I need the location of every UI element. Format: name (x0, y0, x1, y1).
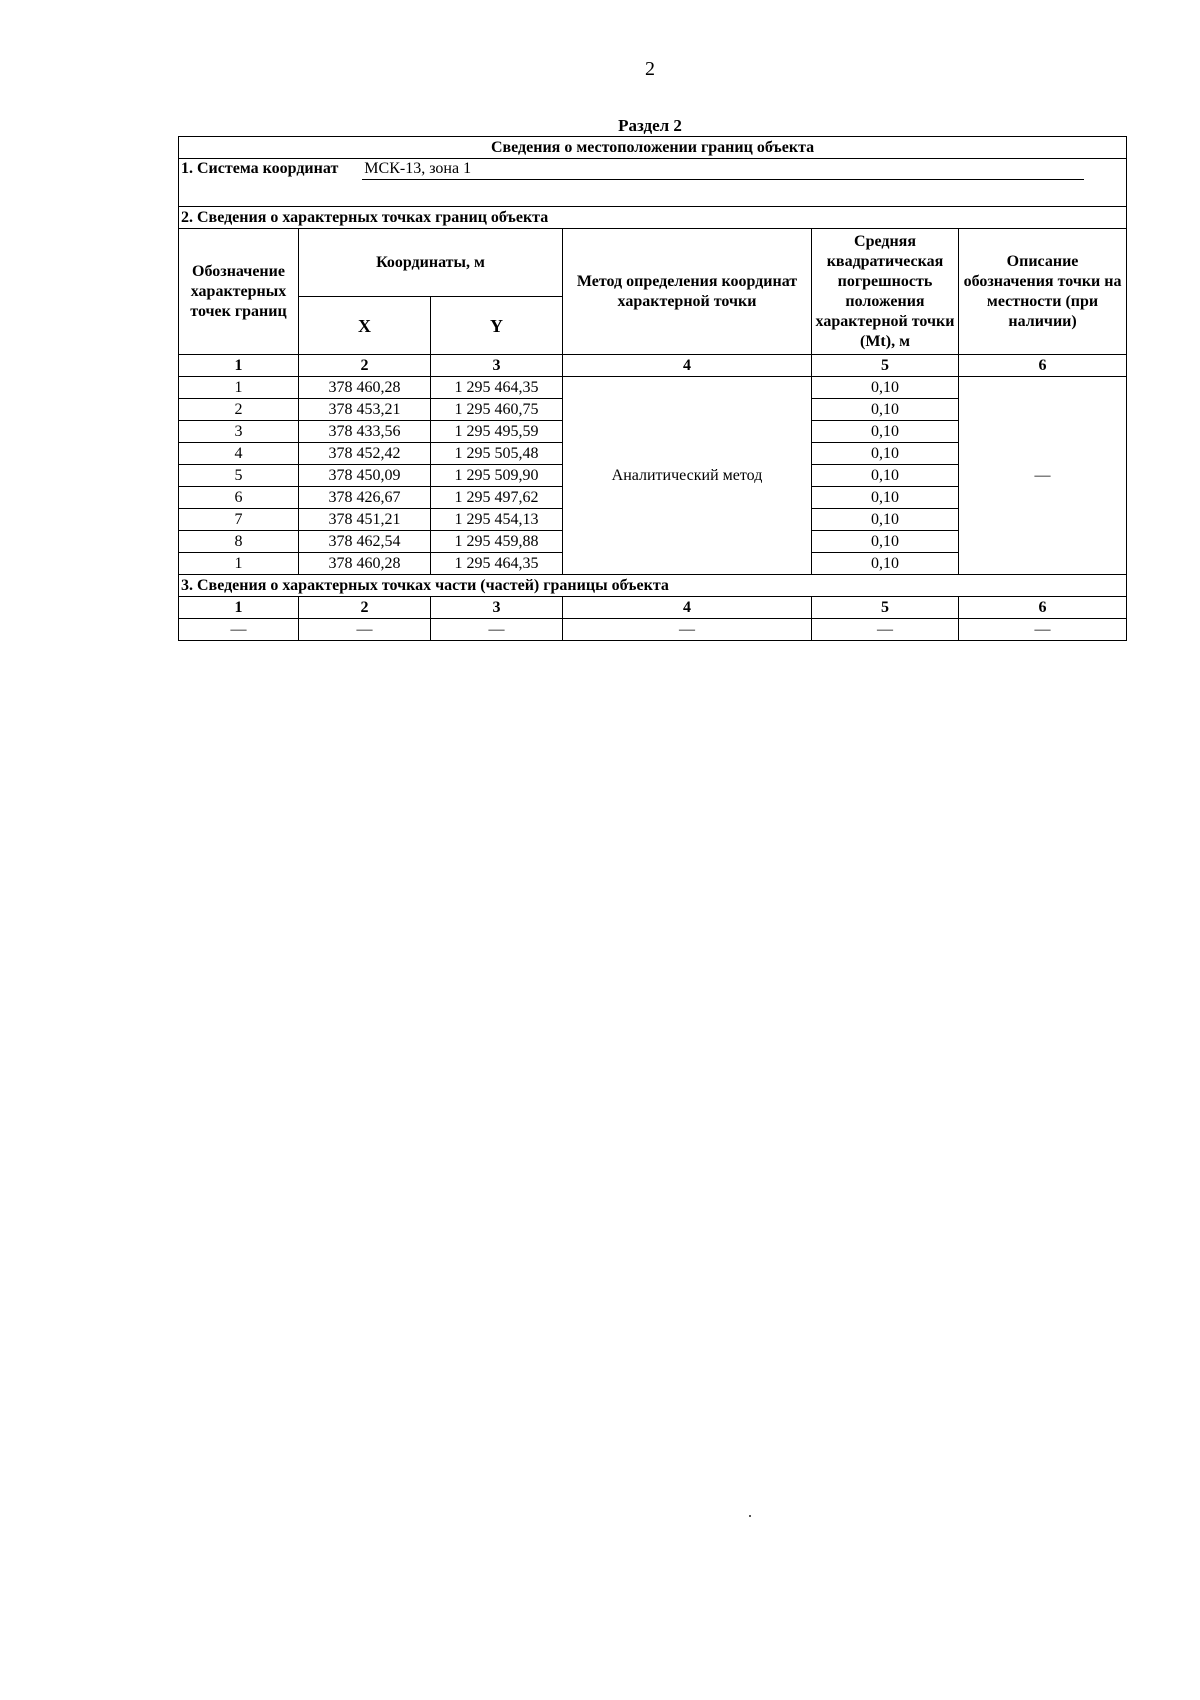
point-x: 378 452,42 (299, 443, 431, 465)
section-title: Раздел 2 (618, 116, 682, 135)
parts-column-numbers-row (179, 597, 1127, 619)
column-number: 2 (299, 597, 431, 619)
point-y: 1 295 464,35 (431, 377, 563, 399)
point-y: 1 295 460,75 (431, 399, 563, 421)
column-number: 5 (812, 597, 959, 619)
column-number: 2 (299, 355, 431, 377)
point-y: 1 295 459,88 (431, 531, 563, 553)
column-number: 5 (812, 355, 959, 377)
point-x: 378 451,21 (299, 509, 431, 531)
point-id: 3 (179, 421, 299, 443)
parts-cell: — (812, 619, 959, 641)
column-number: 4 (563, 355, 812, 377)
header-x: X (299, 297, 431, 355)
point-mt: 0,10 (812, 553, 959, 575)
coord-system-label: 1. Система координат (181, 160, 339, 177)
header-coordinates: Координаты, м (299, 229, 563, 297)
point-y: 1 295 505,48 (431, 443, 563, 465)
parts-cell: — (431, 619, 563, 641)
point-x: 378 460,28 (299, 553, 431, 575)
point-id: 1 (179, 377, 299, 399)
point-x: 378 450,09 (299, 465, 431, 487)
description-value: — (959, 377, 1127, 575)
point-id: 8 (179, 531, 299, 553)
column-numbers-row (179, 355, 1127, 377)
column-number: 6 (959, 355, 1127, 377)
parts-cell: — (299, 619, 431, 641)
point-y: 1 295 497,62 (431, 487, 563, 509)
point-mt: 0,10 (812, 421, 959, 443)
header-error: Средняя квадратическая погрешность положения характерной точки (Mt), м (812, 229, 959, 355)
parts-cell: — (563, 619, 812, 641)
parts-cell: — (959, 619, 1127, 641)
point-mt: 0,10 (812, 399, 959, 421)
method-value: Аналитический метод (563, 377, 812, 575)
point-x: 378 453,21 (299, 399, 431, 421)
header-y: Y (431, 297, 563, 355)
header-method: Метод определения координат характерной точки (563, 229, 812, 355)
column-number: 1 (179, 355, 299, 377)
column-number: 1 (179, 597, 299, 619)
point-mt: 0,10 (812, 443, 959, 465)
point-y: 1 295 495,59 (431, 421, 563, 443)
point-id: 2 (179, 399, 299, 421)
point-x: 378 462,54 (299, 531, 431, 553)
point-x: 378 460,28 (299, 377, 431, 399)
column-number: 3 (431, 597, 563, 619)
parts-row (179, 619, 1127, 641)
point-mt: 0,10 (812, 509, 959, 531)
column-number: 4 (563, 597, 812, 619)
point-x: 378 426,67 (299, 487, 431, 509)
column-number: 6 (959, 597, 1127, 619)
point-mt: 0,10 (812, 465, 959, 487)
point-mt: 0,10 (812, 377, 959, 399)
point-id: 5 (179, 465, 299, 487)
point-y: 1 295 509,90 (431, 465, 563, 487)
point-mt: 0,10 (812, 487, 959, 509)
point-id: 6 (179, 487, 299, 509)
column-number: 3 (431, 355, 563, 377)
boundary-table (178, 136, 1127, 641)
point-id: 4 (179, 443, 299, 465)
page-number: 2 (645, 58, 655, 80)
point-mt: 0,10 (812, 531, 959, 553)
table-title: Сведения о местоположении границ объекта (179, 137, 1127, 159)
point-y: 1 295 464,35 (431, 553, 563, 575)
header-designation: Обозначение характерных точек границ (179, 229, 299, 355)
point-id: 7 (179, 509, 299, 531)
scan-speck (749, 1515, 751, 1517)
point-y: 1 295 454,13 (431, 509, 563, 531)
point-id: 1 (179, 553, 299, 575)
table-row (179, 377, 1127, 399)
header-description: Описание обозначения точки на местности (при наличии) (959, 229, 1127, 355)
point-x: 378 433,56 (299, 421, 431, 443)
parts-cell: — (179, 619, 299, 641)
parts-section-title: 3. Сведения о характерных точках части (частей) границы объекта (179, 575, 1127, 597)
coord-system-value: МСК-13, зона 1 (362, 159, 1084, 180)
points-section-title: 2. Сведения о характерных точках границ объекта (179, 207, 1127, 229)
coord-system-row (179, 159, 1127, 207)
